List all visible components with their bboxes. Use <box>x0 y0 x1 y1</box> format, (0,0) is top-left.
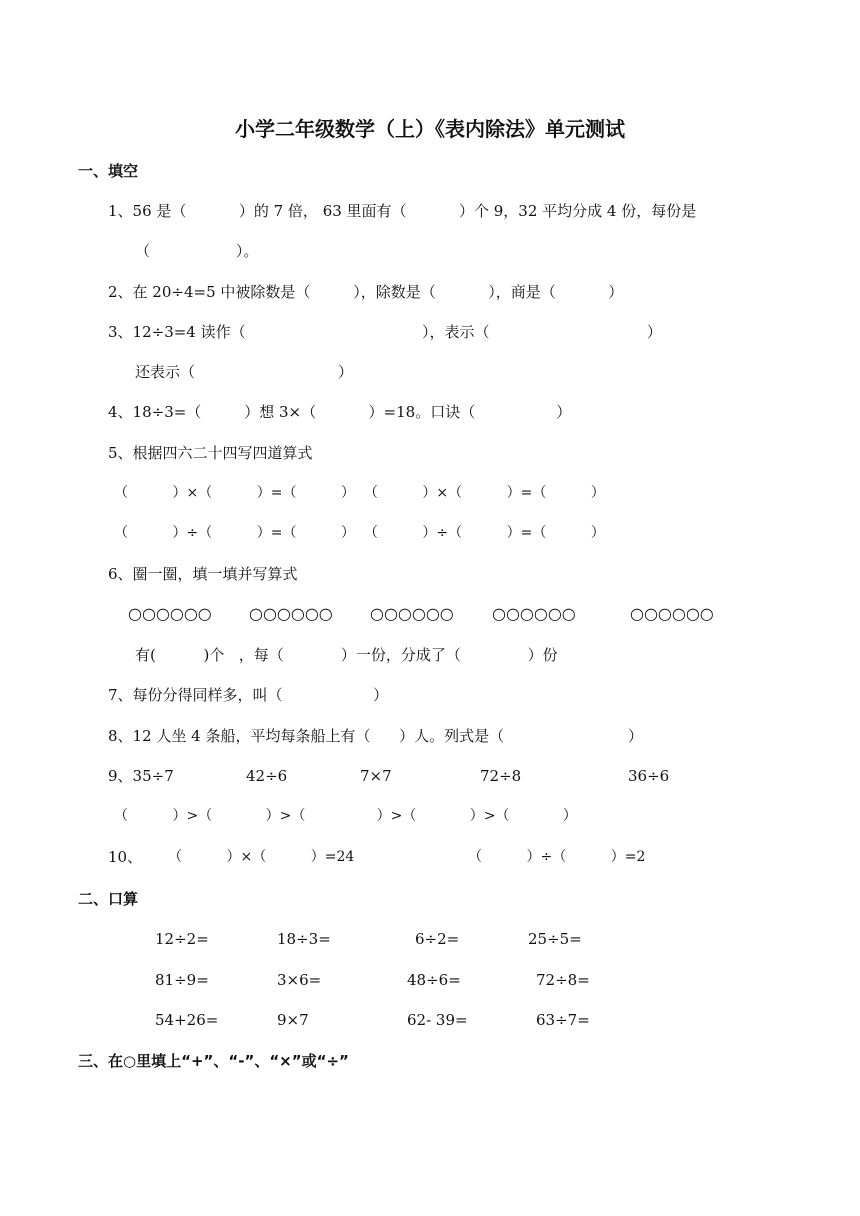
mental-calc-r3-c2: 9×7 <box>277 1011 309 1029</box>
mental-calc-r3-c3: 62- 39= <box>407 1011 468 1029</box>
question-10-divide: （ ）÷（ ）=2 <box>468 849 646 865</box>
circle-group-3: ○○○○○○ <box>370 604 454 623</box>
mental-calc-r1-c2: 18÷3= <box>277 930 331 948</box>
section-2-heading: 二、口算 <box>78 890 139 908</box>
question-9-item-3: 7×7 <box>360 767 392 785</box>
mental-calc-r1-c1: 12÷2= <box>155 930 209 948</box>
question-10-multiply: （ ）×（ ）=24 <box>168 849 355 865</box>
mental-calc-r2-c4: 72÷8= <box>536 971 590 989</box>
question-1-line-2: （ ）。 <box>135 242 259 260</box>
question-9-item-4: 72÷8 <box>480 767 522 785</box>
page-title: 小学二年级数学（上）《表内除法》单元测试 <box>235 117 625 141</box>
question-1-line-1: 1、56 是（ ）的 7 倍， 63 里面有（ ）个 9，32 平均分成 4 份，每份是 <box>108 202 697 220</box>
mental-calc-r3-c4: 63÷7= <box>536 1011 590 1029</box>
question-5-row-1: （ ）×（ ）=（ ） （ ）×（ ）=（ ） <box>114 485 605 501</box>
question-5-row-2: （ ）÷（ ）=（ ） （ ）÷（ ）=（ ） <box>114 525 605 541</box>
question-10-label: 10、 <box>108 848 143 866</box>
question-4: 4、18÷3=（ ）想 3×（ ）=18。口诀（ ） <box>108 403 572 421</box>
question-9-item-5: 36÷6 <box>628 767 670 785</box>
section-1-heading: 一、填空 <box>78 162 139 180</box>
mental-calc-r2-c2: 3×6= <box>277 971 322 989</box>
question-5: 5、根据四六二十四写四道算式 <box>108 444 313 462</box>
mental-calc-r2-c1: 81÷9= <box>155 971 209 989</box>
question-6-fill-line: 有( )个 ，每（ ）一份，分成了（ ）份 <box>135 646 558 664</box>
question-8: 8、12 人坐 4 条船，平均每条船上有（ ）人。列式是（ ） <box>108 727 644 745</box>
circle-group-2: ○○○○○○ <box>249 604 333 623</box>
question-9-ordering: （ ）>（ ）>（ ）>（ ）>（ ） <box>114 808 577 824</box>
mental-calc-r1-c4: 25÷5= <box>528 930 582 948</box>
question-9-item-2: 42÷6 <box>246 767 288 785</box>
circle-group-1: ○○○○○○ <box>128 604 212 623</box>
circle-group-4: ○○○○○○ <box>492 604 576 623</box>
question-6: 6、圈一圈，填一填并写算式 <box>108 565 298 583</box>
section-3-heading: 三、在○里填上“+”、“-”、“×”或“÷” <box>78 1052 349 1070</box>
mental-calc-r3-c1: 54+26= <box>155 1011 219 1029</box>
question-7: 7、每份分得同样多，叫（ ） <box>108 686 389 704</box>
mental-calc-r1-c3: 6÷2= <box>415 930 460 948</box>
mental-calc-r2-c3: 48÷6= <box>407 971 461 989</box>
question-3-line-2: 还表示（ ） <box>135 363 354 381</box>
question-9-item-1: 9、35÷7 <box>108 767 174 785</box>
question-3-line-1: 3、12÷3=4 读作（ ），表示（ ） <box>108 323 662 341</box>
circle-group-5: ○○○○○○ <box>630 604 714 623</box>
question-2: 2、在 20÷4=5 中被除数是（ ），除数是（ ），商是（ ） <box>108 283 624 301</box>
